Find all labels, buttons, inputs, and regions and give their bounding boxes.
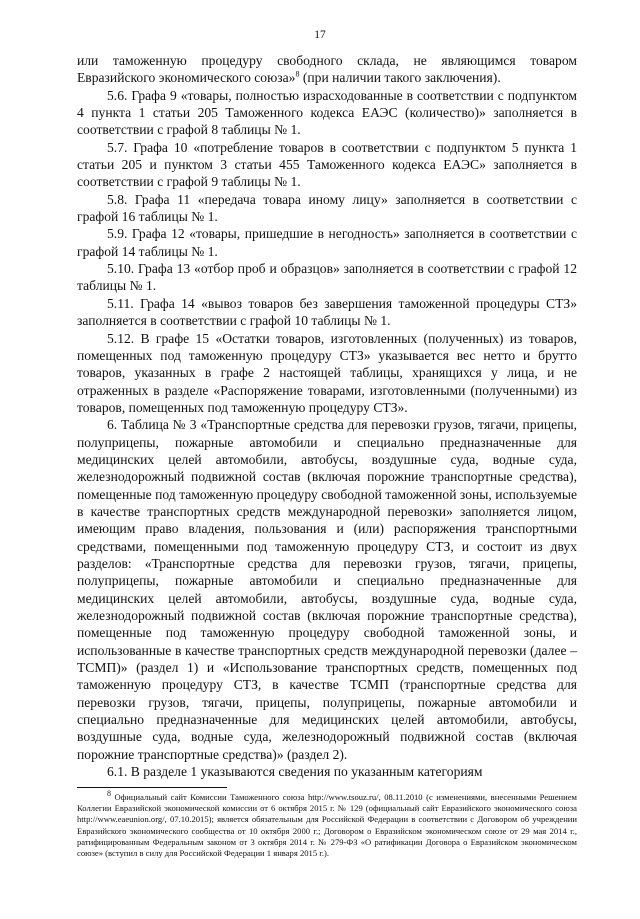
paragraph-text: или таможенную процедуру свободного склада, не являющимся товаром Евразийского экономического союза»: [77, 53, 577, 86]
paragraph-5-10: 5.10. Графа 13 «отбор проб и образцов» заполняется в соответствии с графой 12 таблицы № 1.: [77, 261, 577, 294]
paragraph-5-11: 5.11. Графа 14 «вывоз товаров без завершения таможенной процедуры СТЗ» заполняется в соответствии с графой 10 таблицы № 1.: [77, 295, 577, 329]
footnote-reference[interactable]: 8: [295, 69, 300, 79]
paragraph-5-6: 5.6. Графа 9 «товары, полностью израсходованные в соответствии с подпунктом 4 пункта 1 статьи 205 Таможенного кодекса ЕАЭС (количество)» заполняется в соответствии с графой 8 таблицы № 1.: [77, 87, 577, 138]
footnote-text: [77, 789, 577, 859]
footnote-divider: [77, 787, 227, 788]
paragraph-tail: (при наличии такого заключения).: [299, 70, 501, 86]
paragraph-6: 6. Таблица № 3 «Транспортные средства для перевозки грузов, тягачи, прицепы, полуприцепы, пожарные автомобили и специально предназначенные для медицинских целей автомобили, автобусы, воздушные суда, водные суда, железнодорожный подвижной состав (включая порожние транспортные средства), помещенные под таможенную процедуру свободной таможенной зоны, используемые в качестве транспортных средств международной перевозки» заполняется лицом, имеющим право владения, пользования и (или) распоряжения транспортными средствами, помещенными под таможенную процедуру СТЗ, и состоит из двух разделов: «Транспортные средства для перевозки грузов, тягачи, прицепы, полуприцепы, пожарные автомобили и специально предназначенные для медицинских целей автомобили, автобусы, воздушные суда, водные суда, железнодорожный подвижной состав (включая порожние транспортные средства), помещенные под таможенную процедуру свободной таможенной зоны, и использованные в качестве транспортных средств международной перевозки (далее – ТСМП)» (раздел 1) и «Использование транспортных средств, помещенных под таможенную процедуру СТЗ, в качестве ТСМП (транспортные средства для перевозки грузов, тягачи, прицепы, полуприцепы, пожарные автомобили и специально предназначенные для медицинских целей автомобили, автобусы, воздушные суда, водные суда, железнодорожный подвижной состав (включая порожние транспортные средства)» (раздел 2).: [77, 417, 577, 762]
paragraph-5-9: 5.9. Графа 12 «товары, пришедшие в негодность» заполняется в соответствии с графой 14 таблицы № 1.: [77, 226, 577, 259]
paragraph-5-12: 5.12. В графе 15 «Остатки товаров, изготовленных (полученных) из товаров, помещенных под таможенную процедуру СТЗ» указывается вес нетто и брутто товаров, указанных в графе 2 настоящей таблицы, хранящихся у лица, и не отраженных в разделе «Распоряжение товарами, изготовленными (полученными) из товаров, помещенных под таможенную процедуру СТЗ».: [77, 330, 577, 415]
paragraph-5-7: 5.7. Графа 10 «потребление товаров в соответствии с подпунктом 5 пункта 1 статьи 205 и пунктом 3 статьи 455 Таможенного кодекса ЕАЭС» заполняется в соответствии с графой 9 таблицы № 1.: [77, 139, 577, 190]
paragraph-continuation: [77, 52, 577, 87]
paragraph-6-1: 6.1. В разделе 1 указываются сведения по указанным категориям: [107, 764, 483, 780]
footnote-marker: 8: [107, 789, 111, 799]
body-text: [77, 52, 577, 780]
footnote-body: Официальный сайт Комиссии Таможенного союза http://www.tsouz.ru/, 08.11.2010 (с изменениями, внесенными Решением Коллегии Евразийской экономической комиссии от 6 октября 2015 г. № 129 (официальный сайт Евразийского экономического союза http://www.eaeunion.org/, 07.10.2015); является обязательным для Российской Федерации в соответствии с Договором об учреждении Евразийского экономического сообщества от 10 октября 2000 г.; Договором о Евразийском экономическом союзе от 29 мая 2014 г., ратифицированным Федеральным законом от 3 октября 2014 г. № 279-ФЗ «О ратификации Договора о Евразийском экономическом союзе» (вступил в силу для Российской Федерации 1 января 2015 г.).: [77, 792, 577, 859]
paragraph-5-8: 5.8. Графа 11 «передача товара иному лицу» заполняется в соответствии с графой 16 таблицы № 1.: [77, 191, 577, 225]
footnote: [77, 789, 577, 859]
page-number: 17: [314, 29, 326, 41]
